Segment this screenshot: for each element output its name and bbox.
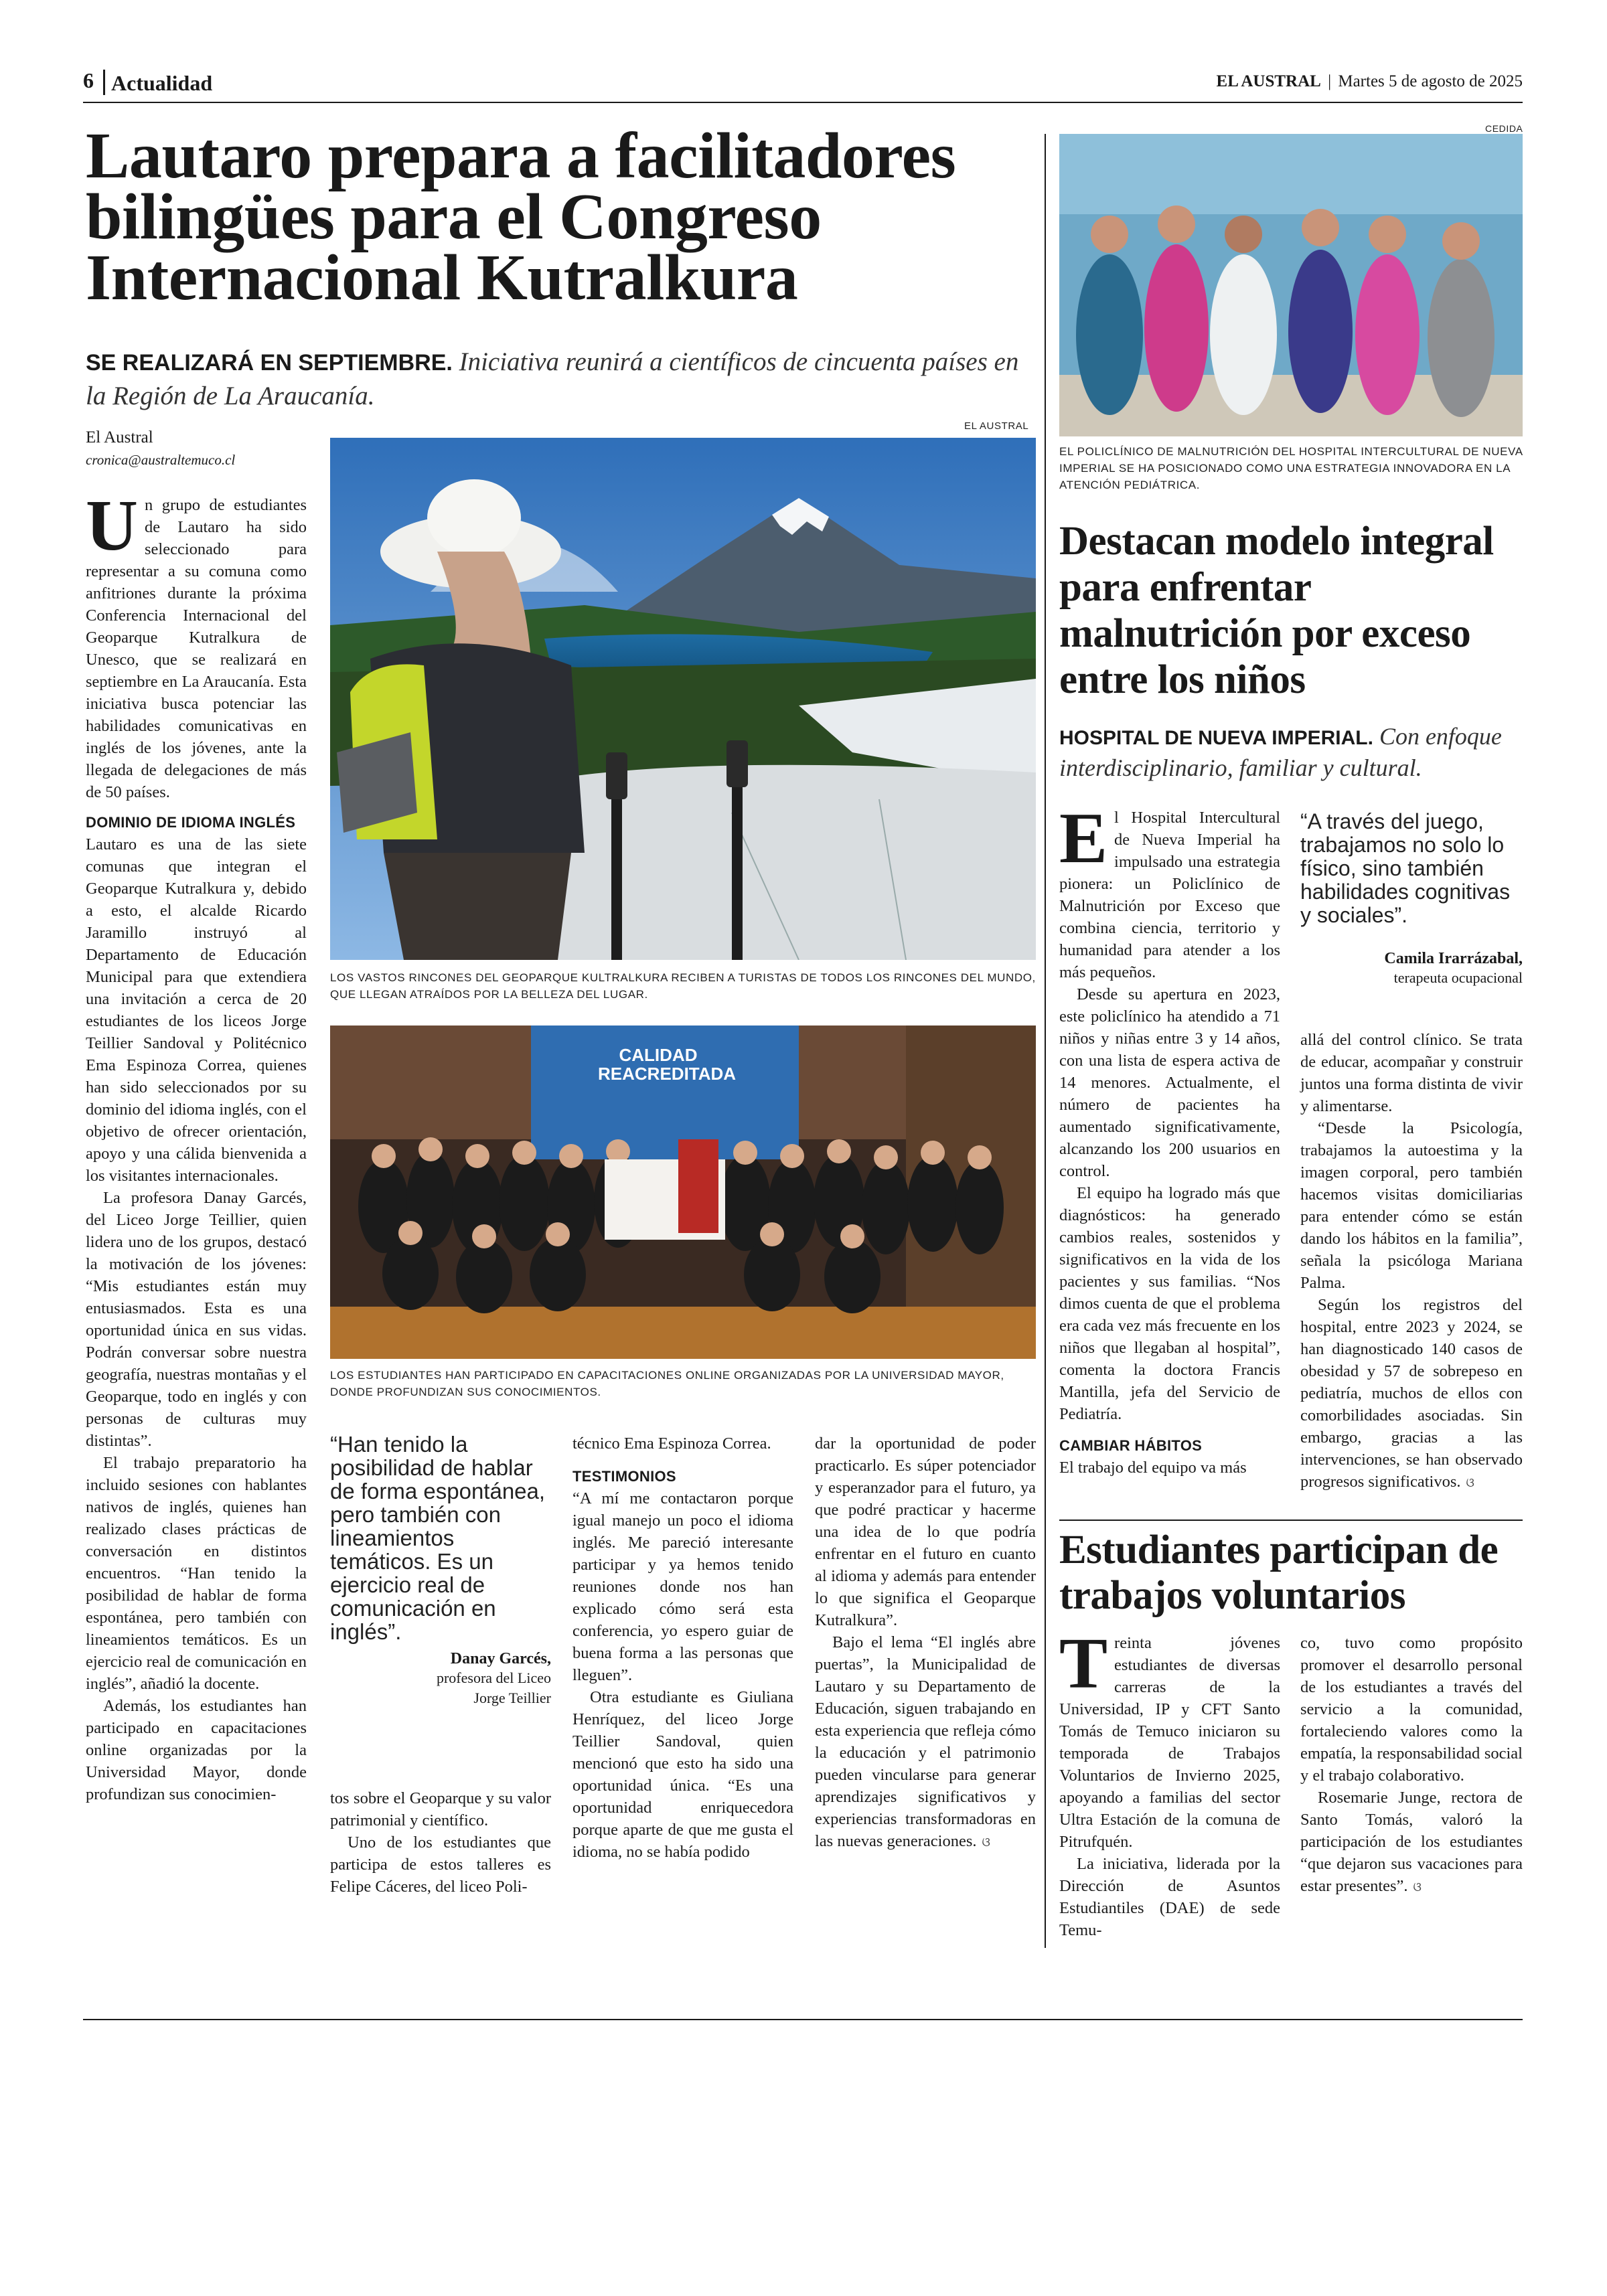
main-col4-p1: dar la oportunidad de poder practicarlo. Es súper potenciador y esperanzador para el futuro, ya que podré practicar y hacerme una idea de lo que podría enfrentar en el futuro en cuanto al idioma y además para entender lo que significa el Geoparque Kutralkura”. [815,1434,1036,1629]
side-quote-role: terapeuta ocupacional [1393,969,1523,986]
side-col1-p4: El trabajo del equipo va más [1059,1459,1247,1477]
third-headline: Estudiantes participan de trabajos voluntarios [1059,1528,1499,1618]
main-col3-p3: Otra estudiante es Giuliana Henríquez, del liceo Jorge Teillier Sandoval, quien mencionó que esto ha sido una oportunidad única. “Es una oportunidad enriquecedora porque aparte de que me gusta el idioma, no se había podido [572,1688,793,1861]
pull-quote-text: “Han tenido la posibilidad de hablar de forma espontánea, pero también con lineamientos temáticos. Es un ejercicio real de comunicación en inglés”. [330,1432,546,1644]
bottom-rule [83,2019,1523,2020]
third-lead-text: reinta jóvenes estudiantes de diversas carreras de la Universidad, IP y CFT Santo Tomás de Temuco iniciaron su temporada de Trabajos Voluntarios de Invierno 2025, apoyando a familias del sector Ultra Estación de la comuna de Pitrufquén. [1059,1634,1280,1851]
main-col3-p2: “A mí me contactaron porque igual manejo un poco el idioma inglés. Me pareció interesante participar y ya hemos tenido reuniones donde nos han explicado cómo será esta conferencia, yo espero guiar de buena forma a las personas que lleguen”. [572,1489,793,1684]
main-lead-text: n grupo de estudiantes de Lautaro ha sido seleccionado para representar a su comuna como anfitriones durante la próxima Conferencia Internacional del Geoparque Kutralkura de Unesco, que se realizará en septiembre en La Araucanía. Esta iniciativa busca potenciar las habilidades comunicativas en inglés de los jóvenes, ante la llegada de delegaciones de más de 50 países. [86,496,307,801]
photo-hospital-team [1059,134,1523,436]
side-deck-text: Con enfoque interdisciplinario, familiar y cultural. [1059,723,1502,781]
photo2-caption: LOS ESTUDIANTES HAN PARTICIPADO EN CAPACITACIONES ONLINE ORGANIZADAS POR LA UNIVERSIDAD MAYOR, DONDE PROFUNDIZAN SUS CONOCIMIENTOS. [330,1369,1004,1398]
side-col2-p2: “Desde la Psicología, trabajamos la autoestima y la imagen corporal, pero también hacemos visitas domiciliarias para entender cómo se están dando los hábitos en la familia”, señala la psicóloga Mariana Palma. [1300,1119,1523,1292]
side-col2-p1: allá del control clínico. Se trata de educar, acompañar y construir juntos una forma distinta de vivir y alimentarse. [1300,1031,1523,1115]
column-divider [1045,134,1046,1948]
main-headline: Lautaro prepara a facilitadores bilingües para el Congreso Internacional Kutralkura [86,120,956,314]
side-col1-p3: El equipo ha logrado más que diagnósticos: ha generado cambios reales, sostenidos y significativos en la vida de los pacientes y sus familias. “Nos dimos cuenta de que el problema era cada vez más frecuente en los niños que llegaban al hospital”, comenta la doctora Francis Mantilla, jefa del Servicio de Pediatría. [1059,1184,1280,1423]
third-col1 [1059,1624,1280,1941]
photo1-caption: LOS VASTOS RINCONES DEL GEOPARQUE KULTRALKURA RECIBEN A TURISTAS DE TODOS LOS RINCONES DEL MUNDO, QUE LLEGAN ATRAÍDOS POR LA BELLEZA DEL LUGAR. [330,971,1036,1001]
photo-volcano-hiker [330,438,1036,960]
photo2-banner: CALIDAD REACREDITADA [598,1045,737,1084]
header-sep [103,70,105,95]
side-col1 [1059,799,1280,1479]
photo-students-group [330,1026,1036,1359]
photo1-credit: EL AUSTRAL [964,420,1029,432]
main-col1-p3: La profesora Danay Garcés, del Liceo Jorge Teillier, quien lidera uno de los grupos, destacó la motivación de los jóvenes: “Mis estudiantes están muy entusiasmados. Esta es una oportunidad única en sus vidas. Podrán conversar sobre nuestra geografía, nuestras montañas y el Geoparque, todo en inglés y con personas de culturas muy distintas”. [86,1189,307,1450]
landscape-illustration [330,438,1036,960]
side-col1-p2: Desde su apertura en 2023, este policlínico ha atendido a 71 niños y niñas entre 3 y 14 años, con una lista de espera activa de 14 menores. Actualmente, el número de pacientes ha aumentado significativamente, alcanzando los 200 usuarios en control. [1059,985,1280,1180]
side-photo-credit: CEDIDA [1485,123,1523,134]
main-subhead-testimonios: TESTIMONIOS [572,1468,676,1485]
team-illustration [1059,134,1523,436]
date-sep: | [1328,72,1332,90]
byline-email: cronica@australtemuco.cl [86,452,236,468]
section-name: Actualidad [111,71,213,95]
main-subhead-idioma: DOMINIO DE IDIOMA INGLÉS [86,814,296,831]
main-col4-p2-text: Bajo el lema “El inglés abre puertas”, la Municipalidad de Lautaro y su Departamento de Educación, siguen trabajando en esta experiencia que refleja cómo la educación y el patrimonio pueden vincularse para generar aprendizajes significativos y experiencias transformadoras en las nuevas generaciones. [815,1633,1036,1850]
main-col1 [86,486,307,1805]
side-col2-p3 [1300,1294,1523,1494]
side-col1-p1 [1059,799,1280,983]
header-rule [83,102,1523,103]
side-deck [1059,722,1523,783]
main-col1-p1 [86,486,307,803]
pull-quote-role: profesora del Liceo Jorge Teillier [436,1669,551,1706]
main-col3-p1: técnico Ema Espinoza Correa. [572,1434,771,1453]
side-quote-text: “A través del juego, trabajamos no solo lo físico, sino también habilidades cognitivas y sociales”. [1300,809,1511,927]
header-right [1217,72,1523,91]
main-col2-p1: tos sobre el Geoparque y su valor patrimonial y científico. [330,1789,551,1829]
side-col2 [1300,1029,1523,1494]
main-col1-p2: Lautaro es una de las siete comunas que integran el Geoparque Kutralkura y, debido a esto, el alcalde Ricardo Jaramillo instruyó al Departamento de Educación Municipal para que extendiera una invitación a cerca de 20 estudiantes de los liceos Jorge Teillier Sandoval y Politécnico Ema Espinoza Correa, quienes han sido seleccionados por su dominio del idioma inglés, con el objetivo de ofrecer orientación, apoyo y una cálida bienvenida a los visitantes internacionales. [86,835,307,1185]
third-col2 [1300,1632,1523,1898]
side-col2-p3-text: Según los registros del hospital, entre 2023 y 2024, se han diagnosticado 140 casos de obesidad y 57 de sobrepeso en pediatría, muchos de ellos con comorbilidades asociadas. Sin embargo, gracias a las intervenciones, se han observado progresos significativos. [1300,1296,1523,1491]
main-deck-text: Iniciativa reunirá a científicos de cincuenta países en la Región de La Araucanía. [86,347,1019,410]
third-col1-p1 [1059,1624,1280,1853]
main-pull-quote [330,1432,551,1708]
third-col2-p1: co, tuvo como propósito promover el desarrollo personal de los estudiantes a través del servicio a la comunidad, fortaleciendo valores como la empatía, la responsabilidad social y el trabajo colaborativo. [1300,1634,1523,1785]
byline: El Austral [86,428,153,446]
side-kicker: HOSPITAL DE NUEVA IMPERIAL. [1059,727,1373,749]
main-col1-p4: El trabajo preparatorio ha incluido sesiones con hablantes nativos de inglés, quienes han realizado clases prácticas de conversación en distintos encuentros. “Han tenido la posibilidad de hablar de forma espontánea, pero también con lineamientos temáticos. Es un ejercicio real de comunicación en inglés”, añadió la docente. [86,1454,307,1693]
main-deck [86,345,1023,413]
end-mark-icon: ଓ [1466,1476,1474,1489]
side-subhead: CAMBIAR HÁBITOS [1059,1437,1203,1454]
page-header [83,66,1523,103]
side-lead-text: l Hospital Intercultural de Nueva Imperial ha impulsado una estrategia pionera: un Policlínico de Malnutrición por Exceso que combina ciencia, territorio y humanidad para atender a los más pequeños. [1059,809,1280,981]
side-quote [1300,810,1523,988]
third-col2-p2 [1300,1787,1523,1898]
side-divider [1059,1520,1523,1521]
page-number: 6 [83,68,94,92]
side-dropcap: E [1059,799,1108,878]
main-col1-p5: Además, los estudiantes han participado en capacitaciones online organizadas por la Universidad Mayor, donde profundizan sus conocimien- [86,1697,307,1803]
main-col4 [815,1432,1036,1854]
third-col1-p2: La iniciativa, liderada por la Dirección de Asuntos Estudiantiles (DAE) de sede Temu- [1059,1855,1280,1939]
side-quote-name: Camila Irarrázabal, [1384,950,1523,967]
side-photo-caption: EL POLICLÍNICO DE MALNUTRICIÓN DEL HOSPITAL INTERCULTURAL DE NUEVA IMPERIAL SE HA POSICIONADO COMO UNA ESTRATEGIA INNOVADORA EN LA ATENCIÓN PEDIÁTRICA. [1059,445,1523,491]
third-col2-p2-text: Rosemarie Junge, rectora de Santo Tomás, valoró la participación de los estudiantes “que dejaron sus vacaciones para estar presentes”. [1300,1789,1523,1895]
side-headline: Destacan modelo integral para enfrentar malnutrición por exceso entre los niños [1059,519,1494,702]
end-mark-icon: ଓ [982,1835,990,1849]
main-col2 [330,1787,551,1898]
end-mark-icon: ଓ [1413,1880,1422,1894]
main-dropcap: U [86,486,138,566]
pull-quote-name: Danay Garcés, [450,1650,551,1667]
paper-name: EL AUSTRAL [1216,72,1321,90]
main-kicker: SE REALIZARÁ EN SEPTIEMBRE. [86,350,453,376]
main-col2-p2: Uno de los estudiantes que participa de estos talleres es Felipe Cáceres, del liceo Poli- [330,1833,551,1896]
main-col3 [572,1432,793,1863]
third-dropcap: T [1059,1624,1108,1704]
main-col4-p2 [815,1631,1036,1854]
issue-date: Martes 5 de agosto de 2025 [1338,72,1523,90]
